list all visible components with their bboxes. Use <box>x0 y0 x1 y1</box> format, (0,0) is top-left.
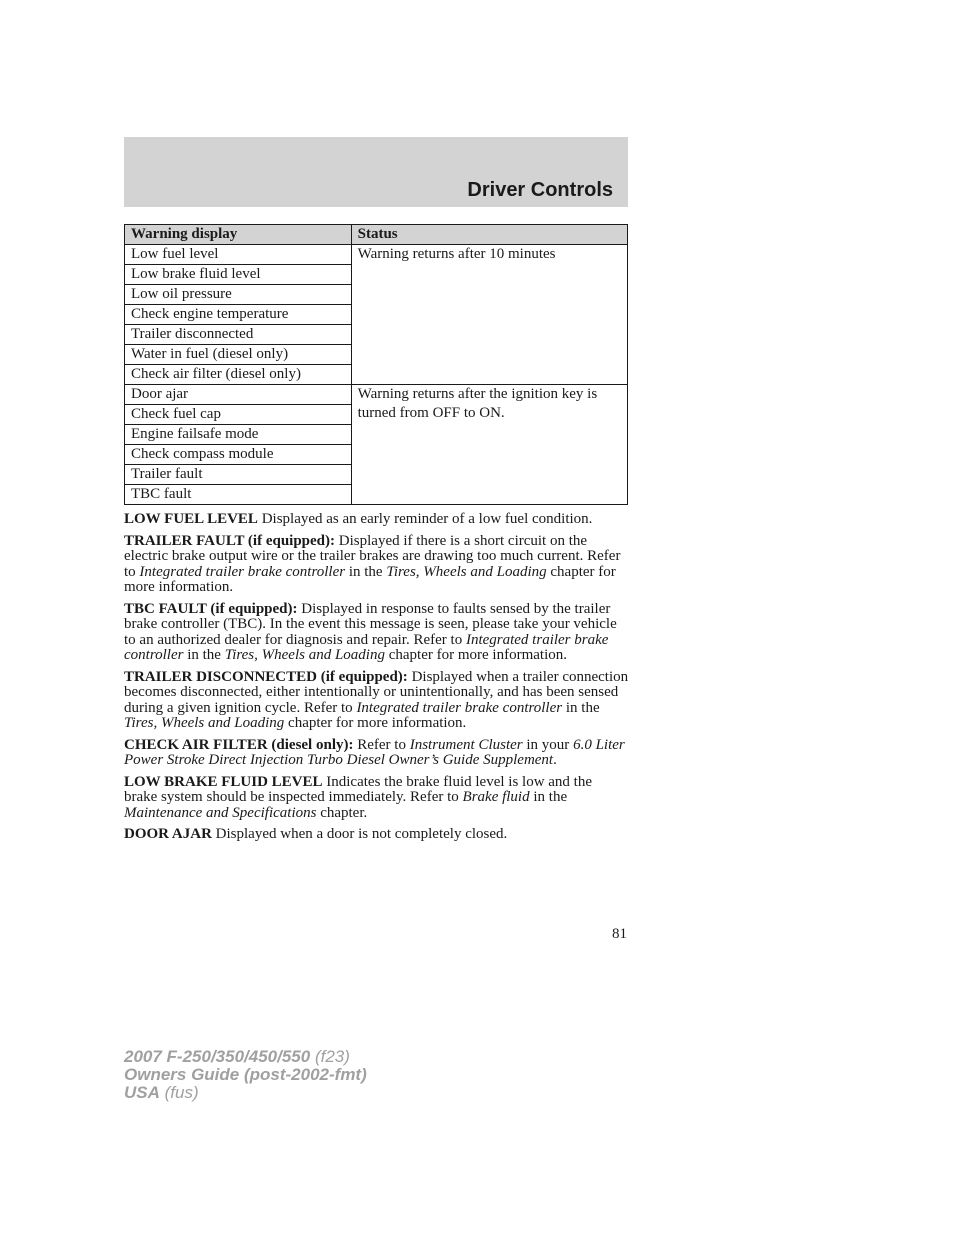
text: chapter for more information. <box>124 563 616 595</box>
text: Displayed as an early reminder of a low fuel condition. <box>257 511 593 527</box>
warning-cell: Water in fuel (diesel only) <box>125 345 352 365</box>
text: in the <box>183 647 225 663</box>
warning-cell: Check fuel cap <box>125 405 352 425</box>
status-cell: Warning returns after 10 minutes <box>351 245 627 385</box>
reference: Integrated trailer brake controller <box>356 699 563 716</box>
body-text <box>124 512 629 849</box>
text: . <box>553 752 557 768</box>
document-footer <box>124 1048 367 1102</box>
warning-cell: Door ajar <box>125 385 352 405</box>
warning-cell: TBC fault <box>125 485 352 505</box>
column-header-warning-display: Warning display <box>125 225 352 245</box>
text: in the <box>345 563 387 580</box>
reference: Integrated trailer brake controller <box>139 563 346 580</box>
warning-cell: Check engine temperature <box>125 305 352 325</box>
status-cell: Warning returns after the ignition key is turned from OFF to ON. <box>351 385 627 505</box>
warning-cell: Check air filter (diesel only) <box>125 365 352 385</box>
warning-table <box>124 224 628 505</box>
column-header-status: Status <box>351 225 627 245</box>
footer-line-2 <box>124 1066 367 1084</box>
text: chapter for more information. <box>284 715 467 731</box>
footer-market-code: (fus) <box>159 1083 199 1102</box>
text: in the <box>529 789 568 805</box>
term: LOW FUEL LEVEL <box>124 511 258 527</box>
paragraph-check-air-filter <box>124 738 629 769</box>
table-header-row <box>125 225 628 245</box>
table-row <box>125 385 628 405</box>
paragraph-trailer-fault <box>124 534 629 596</box>
reference: Tires, Wheels and Loading <box>224 647 385 663</box>
paragraph-door-ajar <box>124 827 629 843</box>
text: chapter for more information. <box>384 647 567 663</box>
term: DOOR AJAR <box>124 826 212 842</box>
warning-cell: Low oil pressure <box>125 285 352 305</box>
table-row <box>125 245 628 265</box>
footer-model: 2007 F-250/350/450/550 <box>124 1047 311 1066</box>
warning-cell: Low brake fluid level <box>125 265 352 285</box>
header-band <box>124 137 628 207</box>
term: TRAILER DISCONNECTED (if equipped): <box>124 668 408 685</box>
term: TRAILER FAULT (if equipped): <box>124 532 336 549</box>
reference: Maintenance and Specifications <box>124 804 317 821</box>
term: LOW BRAKE FLUID LEVEL <box>124 773 323 790</box>
term: TBC FAULT (if equipped): <box>124 600 298 617</box>
reference: Instrument Cluster <box>409 736 523 753</box>
footer-code: (f23) <box>310 1047 350 1066</box>
footer-line-1 <box>124 1048 367 1066</box>
warning-cell: Trailer disconnected <box>125 325 352 345</box>
footer-guide: Owners Guide (post-2002-fmt) <box>124 1065 367 1084</box>
text: Displayed if there is a short circuit on the electric brake output wire or the trailer brakes are drawing too much current. Refer to <box>124 532 621 580</box>
reference: 6.0 Liter Power Stroke Direct Injection Turbo Diesel Owner’s Guide Supplement <box>124 736 625 768</box>
reference: Integrated trailer brake controller <box>124 631 609 663</box>
section-title: Driver Controls <box>467 179 613 201</box>
paragraph-trailer-disconnected <box>124 670 629 732</box>
reference: Tires, Wheels and Loading <box>386 563 547 580</box>
warning-cell: Engine failsafe mode <box>125 425 352 445</box>
text: in the <box>562 699 600 716</box>
text: Displayed when a door is not completely closed. <box>211 826 508 842</box>
paragraph-tbc-fault <box>124 602 629 664</box>
warning-cell: Low fuel level <box>125 245 352 265</box>
text: Refer to <box>353 736 410 753</box>
footer-line-3 <box>124 1084 367 1102</box>
page-number: 81 <box>612 926 627 942</box>
paragraph-low-fuel-level <box>124 512 629 528</box>
text: Displayed in response to faults sensed by the trailer brake controller (TBC). In the event this message is seen, please take your vehicle to an authorized dealer for diagnosis and repair. Refer to <box>124 600 617 648</box>
text: Indicates the brake fluid level is low and the brake system should be inspected immediately. Refer to <box>124 773 593 805</box>
reference: Tires, Wheels and Loading <box>124 715 285 731</box>
term: CHECK AIR FILTER (diesel only): <box>124 736 354 753</box>
warning-cell: Check compass module <box>125 445 352 465</box>
warning-cell: Trailer fault <box>125 465 352 485</box>
text: Displayed when a trailer connection becomes disconnected, either intentionally or unintentionally, and has been sensed during a given ignition cycle. Refer to <box>124 668 629 716</box>
text: in your <box>522 736 574 753</box>
text: chapter. <box>316 804 368 821</box>
reference: Brake fluid <box>462 789 530 805</box>
paragraph-low-brake-fluid-level <box>124 775 629 822</box>
footer-market: USA <box>124 1083 160 1102</box>
